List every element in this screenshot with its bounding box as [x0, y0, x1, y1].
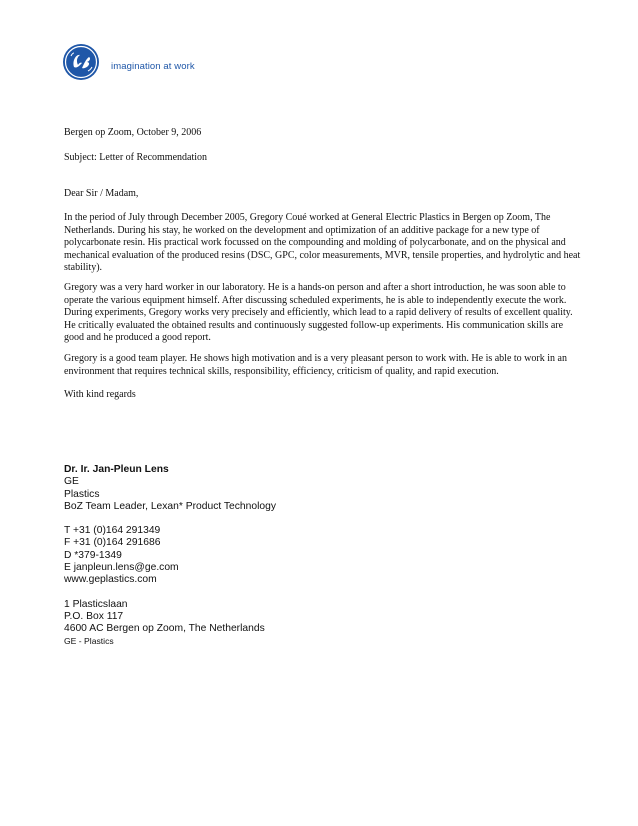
- signer-name: Dr. Ir. Jan-Pleun Lens: [64, 464, 169, 475]
- letter-subject: Subject: Letter of Recommendation: [64, 152, 208, 163]
- signer-title: BoZ Team Leader, Lexan* Product Technology: [64, 500, 276, 512]
- signer-phone: T +31 (0)164 291349: [64, 525, 161, 537]
- address-city: 4600 AC Bergen op Zoom, The Netherlands: [64, 623, 265, 635]
- logo-tagline: imagination at work: [111, 61, 195, 72]
- paragraph-1: In the period of July through December 2005, Gregory Coué worked at General Electric Plastics in Bergen op Zoom, The Netherlands. During his stay, he worked on the development and optimization of an additive package for a new type of polycarbonate resin. His practical work focussed on the compounding and molding of polycarbonate, and on the physical and mechanical evaluation of the produced resins (DSC, GPC, color measurements, MVR, tensile properties, and hydrolytic and heat stability).: [64, 212, 581, 274]
- address-street: 1 Plasticslaan: [64, 598, 128, 610]
- signer-website: www.geplastics.com: [64, 574, 157, 586]
- signature-block: [64, 464, 464, 647]
- letter-closing: With kind regards: [64, 389, 136, 400]
- signer-direct: D *379-1349: [64, 549, 122, 561]
- signer-division: Plastics: [64, 488, 100, 500]
- signer-email: E janpleun.lens@ge.com: [64, 562, 179, 574]
- signer-fax: F +31 (0)164 291686: [64, 537, 161, 549]
- letter-date: Bergen op Zoom, October 9, 2006: [64, 127, 202, 138]
- ge-logo: [62, 43, 202, 93]
- signer-company: GE: [64, 476, 79, 488]
- ge-monogram-logo-icon: [62, 43, 100, 81]
- paragraph-3: Gregory is a good team player. He shows high motivation and is a very pleasant person to work with. He is able to work in an environment that requires technical skills, responsibility, efficiency, criticism of quality, and rapid execution.: [64, 353, 567, 377]
- letter-salutation: Dear Sir / Madam,: [64, 188, 139, 199]
- footer-company: GE - Plastics: [64, 635, 114, 646]
- address-po-box: P.O. Box 117: [64, 610, 124, 622]
- paragraph-2: Gregory was a very hard worker in our laboratory. He is a hands-on person and after a short introduction, he was soon able to operate the various equipment himself. After discussing scheduled experiments, he is able to independently execute the work. During experiments, Gregory works very precisely and efficiently, which lead to a rapid delivery of results of excellent quality. He critically evaluated the obtained results and continuously suggested follow-up experiments. His communication skills are good and he produced a good report.: [64, 282, 573, 344]
